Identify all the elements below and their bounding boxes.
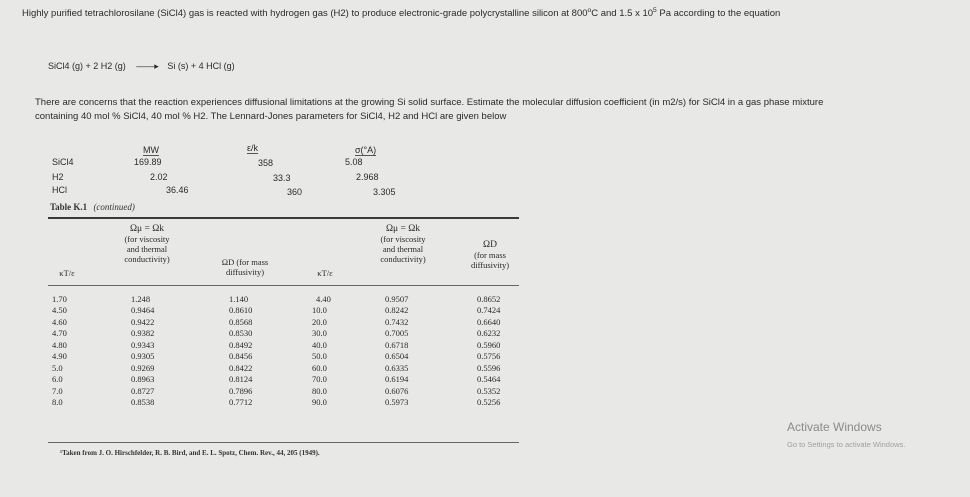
table-cell: 0.6335: [385, 362, 409, 373]
activate-windows-title: Activate Windows: [787, 420, 882, 434]
table-cell: 8.0: [52, 396, 63, 407]
table-cell: 7.0: [52, 385, 63, 396]
table-footnote: ¹Taken from J. O. Hirschfelder, R. B. Bird, and E. L. Spotz, Chem. Rev., 44, 205 (1949).: [60, 449, 320, 457]
ek-h2: 33.3: [273, 173, 291, 183]
table-cell: 0.5256: [477, 396, 501, 407]
table-cell: 5.0: [52, 362, 63, 373]
sigma-hcl: 3.305: [373, 187, 396, 197]
table-cell: 0.8652: [477, 294, 501, 304]
header-kt-right: κT/ε: [317, 268, 333, 278]
header-sigma: σ(°A): [355, 145, 377, 155]
table-cell: 1.248: [131, 294, 151, 304]
column-omega-mu-right: [385, 294, 408, 408]
header-omega-mu-right: Ωμ = Ωk (for viscosity and thermal conductivity): [380, 224, 426, 264]
mw-hcl: 36.46: [166, 185, 189, 195]
table-cell: 0.9269: [131, 362, 155, 373]
ek-hcl: 360: [287, 187, 303, 197]
mw-h2: 2.02: [150, 172, 168, 182]
table-cell: 0.9507: [385, 294, 409, 304]
table-cell: 4.80: [52, 339, 67, 350]
table-cell: 0.8568: [229, 316, 253, 327]
table-cell: 40.0: [312, 339, 327, 350]
column-omega-d-right: [477, 294, 500, 408]
table-cell: 0.5960: [477, 339, 501, 350]
column-omega-d-left: [229, 294, 252, 408]
header-epsilon-k: ε/k: [247, 143, 259, 153]
table-cell: 0.8530: [229, 328, 253, 339]
table-cell: 0.6504: [385, 351, 409, 362]
mw-sicl4: 169.89: [134, 157, 162, 167]
table-cell: 10.0: [312, 305, 327, 316]
table-cell: 0.6232: [477, 328, 501, 339]
table-cell: 0.7424: [477, 305, 501, 316]
table-cell: 0.5596: [477, 362, 501, 373]
ek-sicl4: 358: [258, 158, 274, 168]
table-cell: 0.7712: [229, 396, 253, 407]
column-kt-left: [52, 294, 67, 408]
table-cell: 6.0: [52, 374, 63, 385]
problem-line-2: There are concerns that the reaction experiences diffusional limitations at the growing Si solid surface. Estimate the molecular diffusion coefficient (in m2/s) for SiCl4 in a gas phase mixture: [35, 97, 824, 108]
table-top-rule: [48, 217, 519, 219]
table-cell: 0.5352: [477, 385, 501, 396]
reaction-equation: SiCl4 (g) + 2 H2 (g) ——▸ Si (s) + 4 HCl (g): [48, 61, 235, 71]
table-cell: 0.6718: [385, 339, 409, 350]
table-cell: 0.5464: [477, 374, 501, 385]
header-omega-d-right: ΩD (for mass diffusivity): [470, 240, 510, 270]
table-cell: 0.6640: [477, 316, 501, 327]
header-mw: MW: [143, 145, 159, 155]
table-cell: 0.8492: [229, 339, 253, 350]
species-h2: H2: [52, 172, 64, 182]
table-header-rule: [48, 285, 519, 286]
table-cell: 0.9382: [131, 328, 155, 339]
table-cell: 0.9343: [131, 339, 155, 350]
table-cell: 0.7005: [385, 328, 409, 339]
table-cell: 1.70: [52, 294, 67, 304]
table-cell: 30.0: [312, 328, 327, 339]
table-cell: 0.8456: [229, 351, 253, 362]
table-cell: 70.0: [312, 374, 327, 385]
table-cell: 0.9305: [131, 351, 155, 362]
table-cell: 0.7896: [229, 385, 253, 396]
table-cell: 50.0: [312, 351, 327, 362]
problem-line-3: containing 40 mol % SiCl4, 40 mol % H2. The Lennard-Jones parameters for SiCl4, H2 and HCl are given below: [35, 111, 507, 122]
species-hcl: HCl: [52, 185, 67, 195]
table-cell: 0.8610: [229, 305, 253, 316]
table-cell: 0.9422: [131, 316, 155, 327]
table-cell: 0.7432: [385, 316, 409, 327]
table-cell: 0.8242: [385, 305, 409, 316]
arrow-icon: ——▸: [136, 61, 159, 71]
table-cell: 4.90: [52, 351, 67, 362]
table-cell: 0.8963: [131, 374, 155, 385]
header-omega-mu-left: Ωμ = Ωk (for viscosity and thermal conductivity): [124, 224, 170, 264]
table-cell: 0.5973: [385, 396, 409, 407]
table-cell: 4.60: [52, 316, 67, 327]
species-sicl4: SiCl4: [52, 157, 74, 167]
column-omega-mu-left: [131, 294, 154, 408]
sigma-sicl4: 5.08: [345, 157, 363, 167]
table-cell: 4.40: [316, 294, 331, 304]
table-cell: 0.6076: [385, 385, 409, 396]
table-cell: 0.9464: [131, 305, 155, 316]
table-cell: 0.6194: [385, 374, 409, 385]
column-kt-right: [312, 294, 331, 408]
header-kt-left: κT/ε: [59, 268, 75, 278]
table-cell: 0.8124: [229, 374, 253, 385]
table-cell: 4.70: [52, 328, 67, 339]
table-cell: 20.0: [312, 316, 327, 327]
table-cell: 0.5756: [477, 351, 501, 362]
problem-line-1: Highly purified tetrachlorosilane (SiCl4) gas is reacted with hydrogen gas (H2) to produce electronic-grade polycrystalline silicon at 800$^o$C and 1.5 x $10^5$ Pa according to the equation: [22, 6, 781, 19]
table-cell: 4.50: [52, 305, 67, 316]
header-omega-d-left: ΩD (for mass diffusivity): [221, 257, 269, 277]
table-title: Table K.1 (continued): [50, 202, 135, 212]
table-cell: 0.8538: [131, 396, 155, 407]
table-cell: 90.0: [312, 396, 327, 407]
table-cell: 60.0: [312, 362, 327, 373]
table-cell: 0.8422: [229, 362, 253, 373]
table-bottom-rule: [48, 442, 519, 443]
table-cell: 80.0: [312, 385, 327, 396]
sigma-h2: 2.968: [356, 172, 379, 182]
table-cell: 1.140: [229, 294, 249, 304]
activate-windows-subtitle: Go to Settings to activate Windows.: [787, 440, 906, 449]
table-cell: 0.8727: [131, 385, 155, 396]
